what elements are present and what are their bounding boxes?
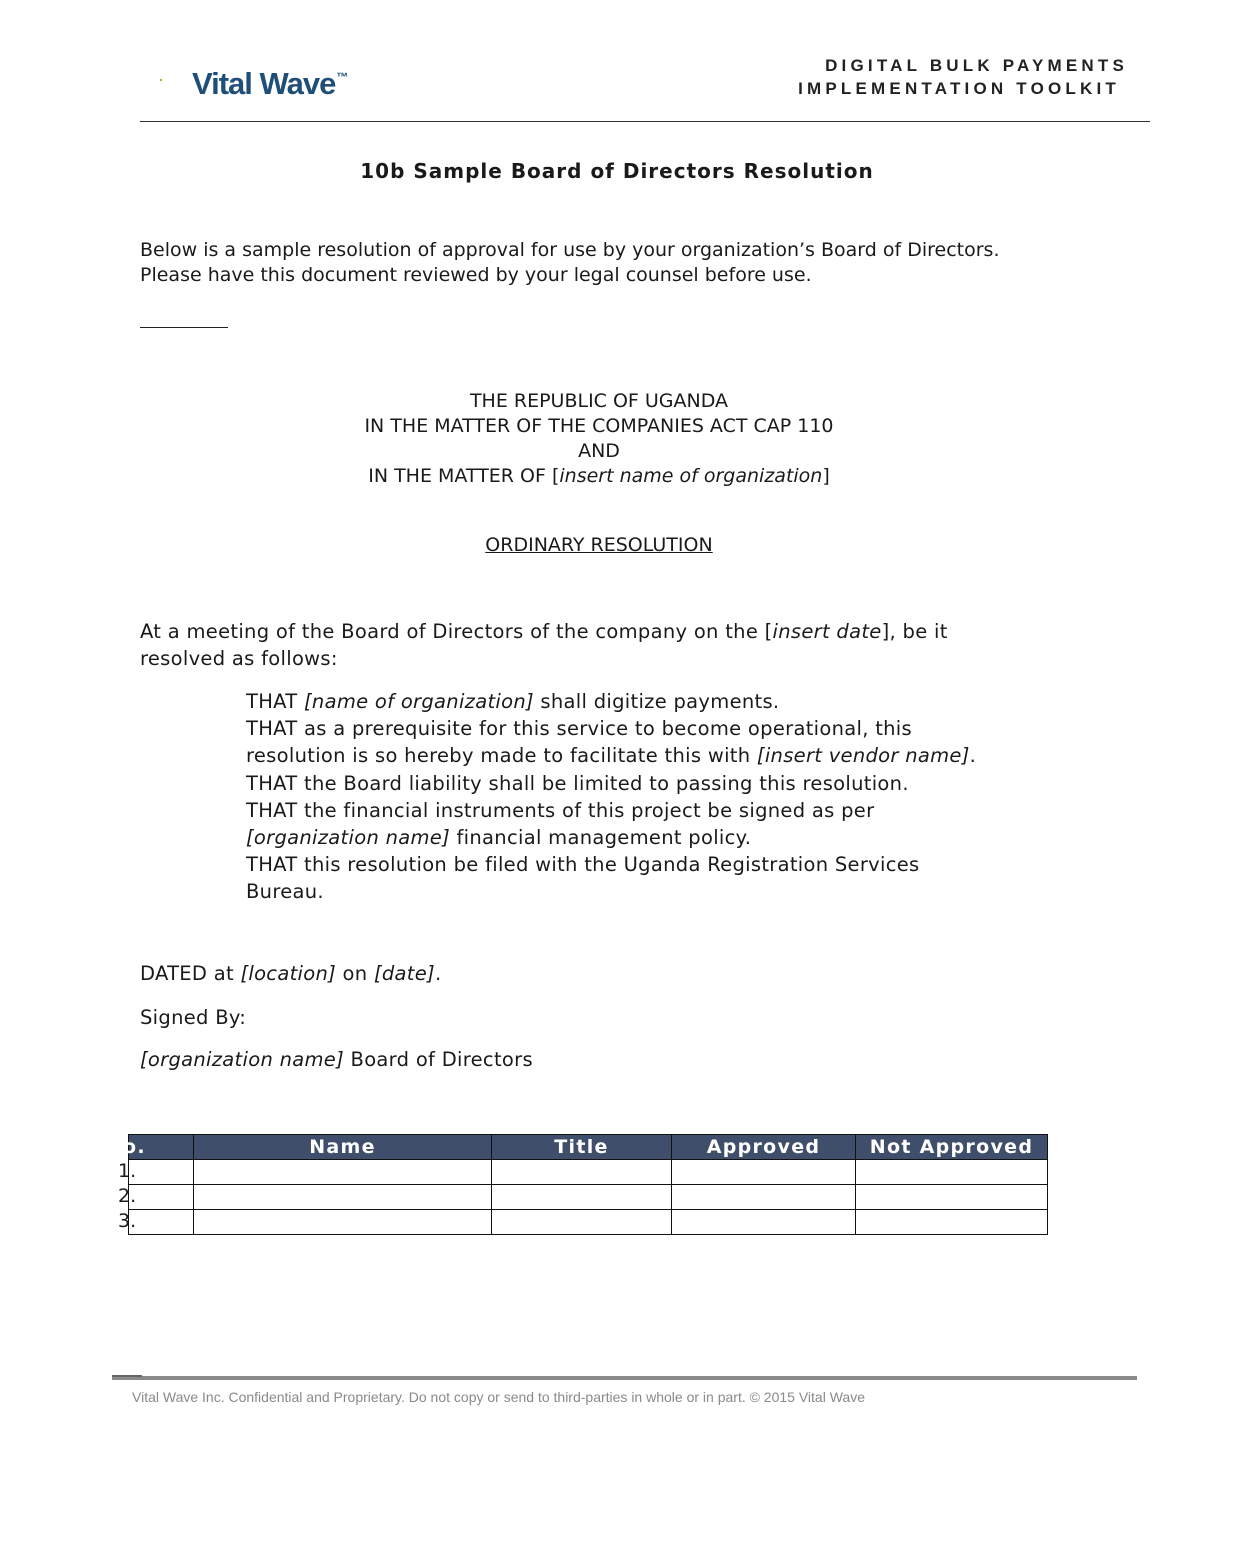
table-row: [129, 1185, 1048, 1210]
logo-accent-dot: [160, 79, 162, 81]
name-cell[interactable]: [194, 1210, 492, 1235]
toolkit-title-line1: DIGITAL BULK PAYMENTS: [825, 56, 1128, 75]
clause-2-line-2: resolution is so hereby made to facilitate this with [insert vendor name].: [246, 744, 977, 768]
not-approved-cell[interactable]: [856, 1160, 1048, 1185]
heading-line-1: THE REPUBLIC OF UGANDA: [469, 390, 729, 412]
table-row: [129, 1210, 1048, 1235]
row-number-cell: [118, 1210, 194, 1235]
row-number: 1.: [118, 1160, 137, 1182]
document-title: 10b Sample Board of Directors Resolution: [360, 159, 874, 183]
dated-line: DATED at [location] on [date].: [140, 962, 442, 985]
column-header-name: Name: [194, 1135, 492, 1160]
name-cell[interactable]: [194, 1185, 492, 1210]
footer-divider-accent: [112, 1375, 142, 1377]
toolkit-title-line2: IMPLEMENTATION TOOLKIT: [798, 79, 1120, 98]
clause-5-line-1: THAT this resolution be filed with the Uganda Registration Services: [246, 853, 920, 877]
title-cell[interactable]: [492, 1160, 672, 1185]
intro-line-2: Please have this document reviewed by your legal counsel before use.: [140, 264, 812, 286]
signature-table: [118, 1134, 1048, 1235]
row-number-cell: [118, 1160, 194, 1185]
title-cell[interactable]: [492, 1210, 672, 1235]
heading-line-2: IN THE MATTER OF THE COMPANIES ACT CAP 110: [364, 415, 834, 437]
heading-line-4: IN THE MATTER OF [insert name of organization]: [368, 465, 830, 487]
footer-confidentiality-notice: Vital Wave Inc. Confidential and Proprietary. Do not copy or send to third-parties in whole or in part. © 2015 Vital Wave: [132, 1389, 865, 1405]
intro-paragraph: [140, 238, 1100, 288]
footer-divider: [112, 1376, 1137, 1380]
clause-2-line-1: THAT as a prerequisite for this service to become operational, this: [246, 717, 912, 741]
meeting-line-2: resolved as follows:: [140, 647, 338, 670]
table-row: [129, 1160, 1048, 1185]
resolution-clauses: [246, 688, 1046, 906]
resolution-heading: [0, 389, 1198, 489]
board-line: [organization name] Board of Directors: [140, 1048, 533, 1071]
approved-cell[interactable]: [672, 1185, 856, 1210]
clause-4-line-2: [organization name] financial management policy.: [246, 826, 752, 850]
approved-cell[interactable]: [672, 1160, 856, 1185]
column-header-not-approved: Not Approved: [856, 1135, 1048, 1160]
clause-4-line-1: THAT the financial instruments of this project be signed as per: [246, 798, 875, 822]
clause-4: [246, 797, 1046, 851]
row-number-cell: [118, 1185, 194, 1210]
not-approved-cell[interactable]: [856, 1185, 1048, 1210]
row-number: 3.: [118, 1210, 137, 1232]
row-number: 2.: [118, 1185, 137, 1207]
resolution-type: ORDINARY RESOLUTION: [485, 534, 713, 556]
name-cell[interactable]: [194, 1160, 492, 1185]
short-divider: [140, 327, 228, 328]
intro-line-1: Below is a sample resolution of approval for use by your organization’s Board of Directors.: [140, 239, 1000, 261]
signed-by-label: Signed By:: [140, 1006, 247, 1029]
header-divider: [140, 121, 1150, 122]
clause-5-line-2: Bureau.: [246, 880, 324, 904]
title-cell[interactable]: [492, 1185, 672, 1210]
clause-5: [246, 851, 1046, 905]
clause-3: THAT the Board liability shall be limited to passing this resolution.: [246, 771, 909, 795]
meeting-line-1: At a meeting of the Board of Directors of the company on the [insert date], be it: [140, 620, 948, 643]
column-header-no: o.: [129, 1135, 194, 1160]
heading-line-3: AND: [578, 440, 620, 462]
clause-2: [246, 715, 1046, 769]
approved-cell[interactable]: [672, 1210, 856, 1235]
table-header-row: [129, 1135, 1048, 1160]
column-header-title: Title: [492, 1135, 672, 1160]
column-header-approved: Approved: [672, 1135, 856, 1160]
vital-wave-logo: Vital Wave™: [192, 66, 348, 101]
not-approved-cell[interactable]: [856, 1210, 1048, 1235]
clause-1: THAT [name of organization] shall digitize payments.: [246, 690, 780, 713]
meeting-paragraph: [140, 618, 1040, 672]
